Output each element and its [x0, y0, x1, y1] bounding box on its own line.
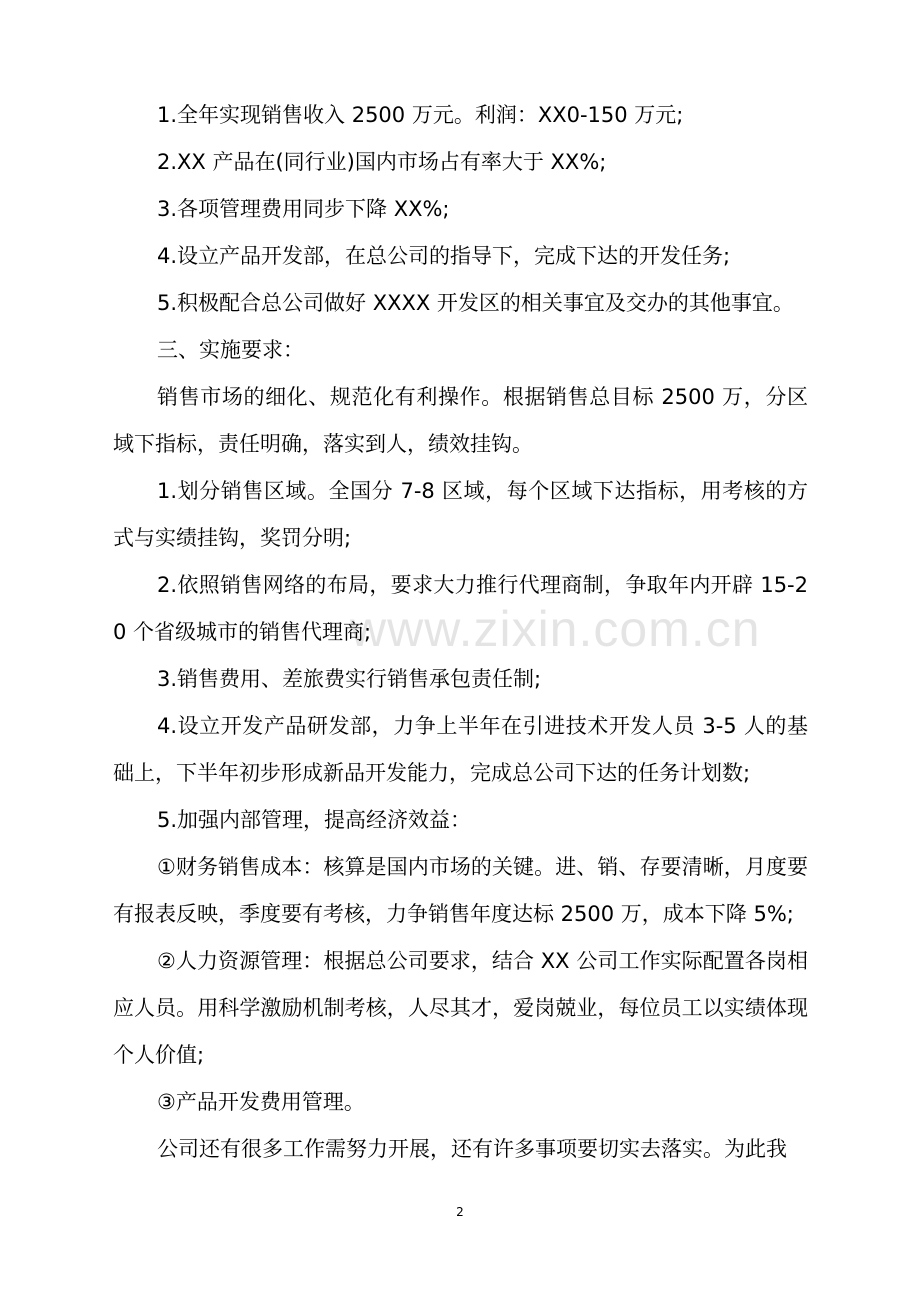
- paragraph: 2.XX 产品在(同行业)国内市场占有率大于 XX%;: [157, 150, 607, 174]
- paragraph: 3.销售费用、差旅费实行销售承包责任制;: [157, 667, 542, 691]
- paragraph: 1.划分销售区域。全国分 7-8 区域，每个区域下达指标，用考核的方式与实绩挂钩，奖罚分明;: [113, 479, 808, 550]
- paragraph: 4.设立开发产品研发部，力争上半年在引进技术开发人员 3-5 人的基础上，下半年初步形成新品开发能力，完成总公司下达的任务计划数;: [113, 714, 808, 785]
- paragraph: 公司还有很多工作需努力开展，还有许多事项要切实去落实。为此我: [157, 1137, 787, 1161]
- paragraph: ②人力资源管理：根据总公司要求，结合 XX 公司工作实际配置各岗相应人员。用科学激励机制考核，人尽其才，爱岗兢业，每位员工以实绩体现个人价值;: [113, 949, 808, 1067]
- paragraph: 5.加强内部管理，提高经济效益：: [157, 808, 472, 832]
- paragraph: ③产品开发费用管理。: [157, 1090, 365, 1114]
- page-number: 2: [456, 1205, 464, 1219]
- watermark: www.zixin.com.cn: [350, 601, 761, 657]
- paragraph: 3.各项管理费用同步下降 XX%;: [157, 197, 450, 221]
- paragraph: 2.依照销售网络的布局，要求大力推行代理商制，争取年内开辟 15-20 个省级城市的销售代理商;: [113, 573, 808, 644]
- section-heading: 三、实施要求：: [157, 338, 304, 362]
- paragraph: 5.积极配合总公司做好 XXXX 开发区的相关事宜及交办的其他事宜。: [157, 291, 794, 315]
- paragraph: ①财务销售成本：核算是国内市场的关键。进、销、存要清晰，月度要有报表反映，季度要有考核，力争销售年度达标 2500 万，成本下降 5%;: [113, 855, 808, 926]
- paragraph: 销售市场的细化、规范化有利操作。根据销售总目标 2500 万，分区域下指标，责任明确，落实到人，绩效挂钩。: [113, 385, 808, 456]
- paragraph: 4.设立产品开发部，在总公司的指导下，完成下达的开发任务;: [157, 244, 731, 268]
- paragraph: 1.全年实现销售收入 2500 万元。利润：XX0-150 万元;: [157, 103, 684, 127]
